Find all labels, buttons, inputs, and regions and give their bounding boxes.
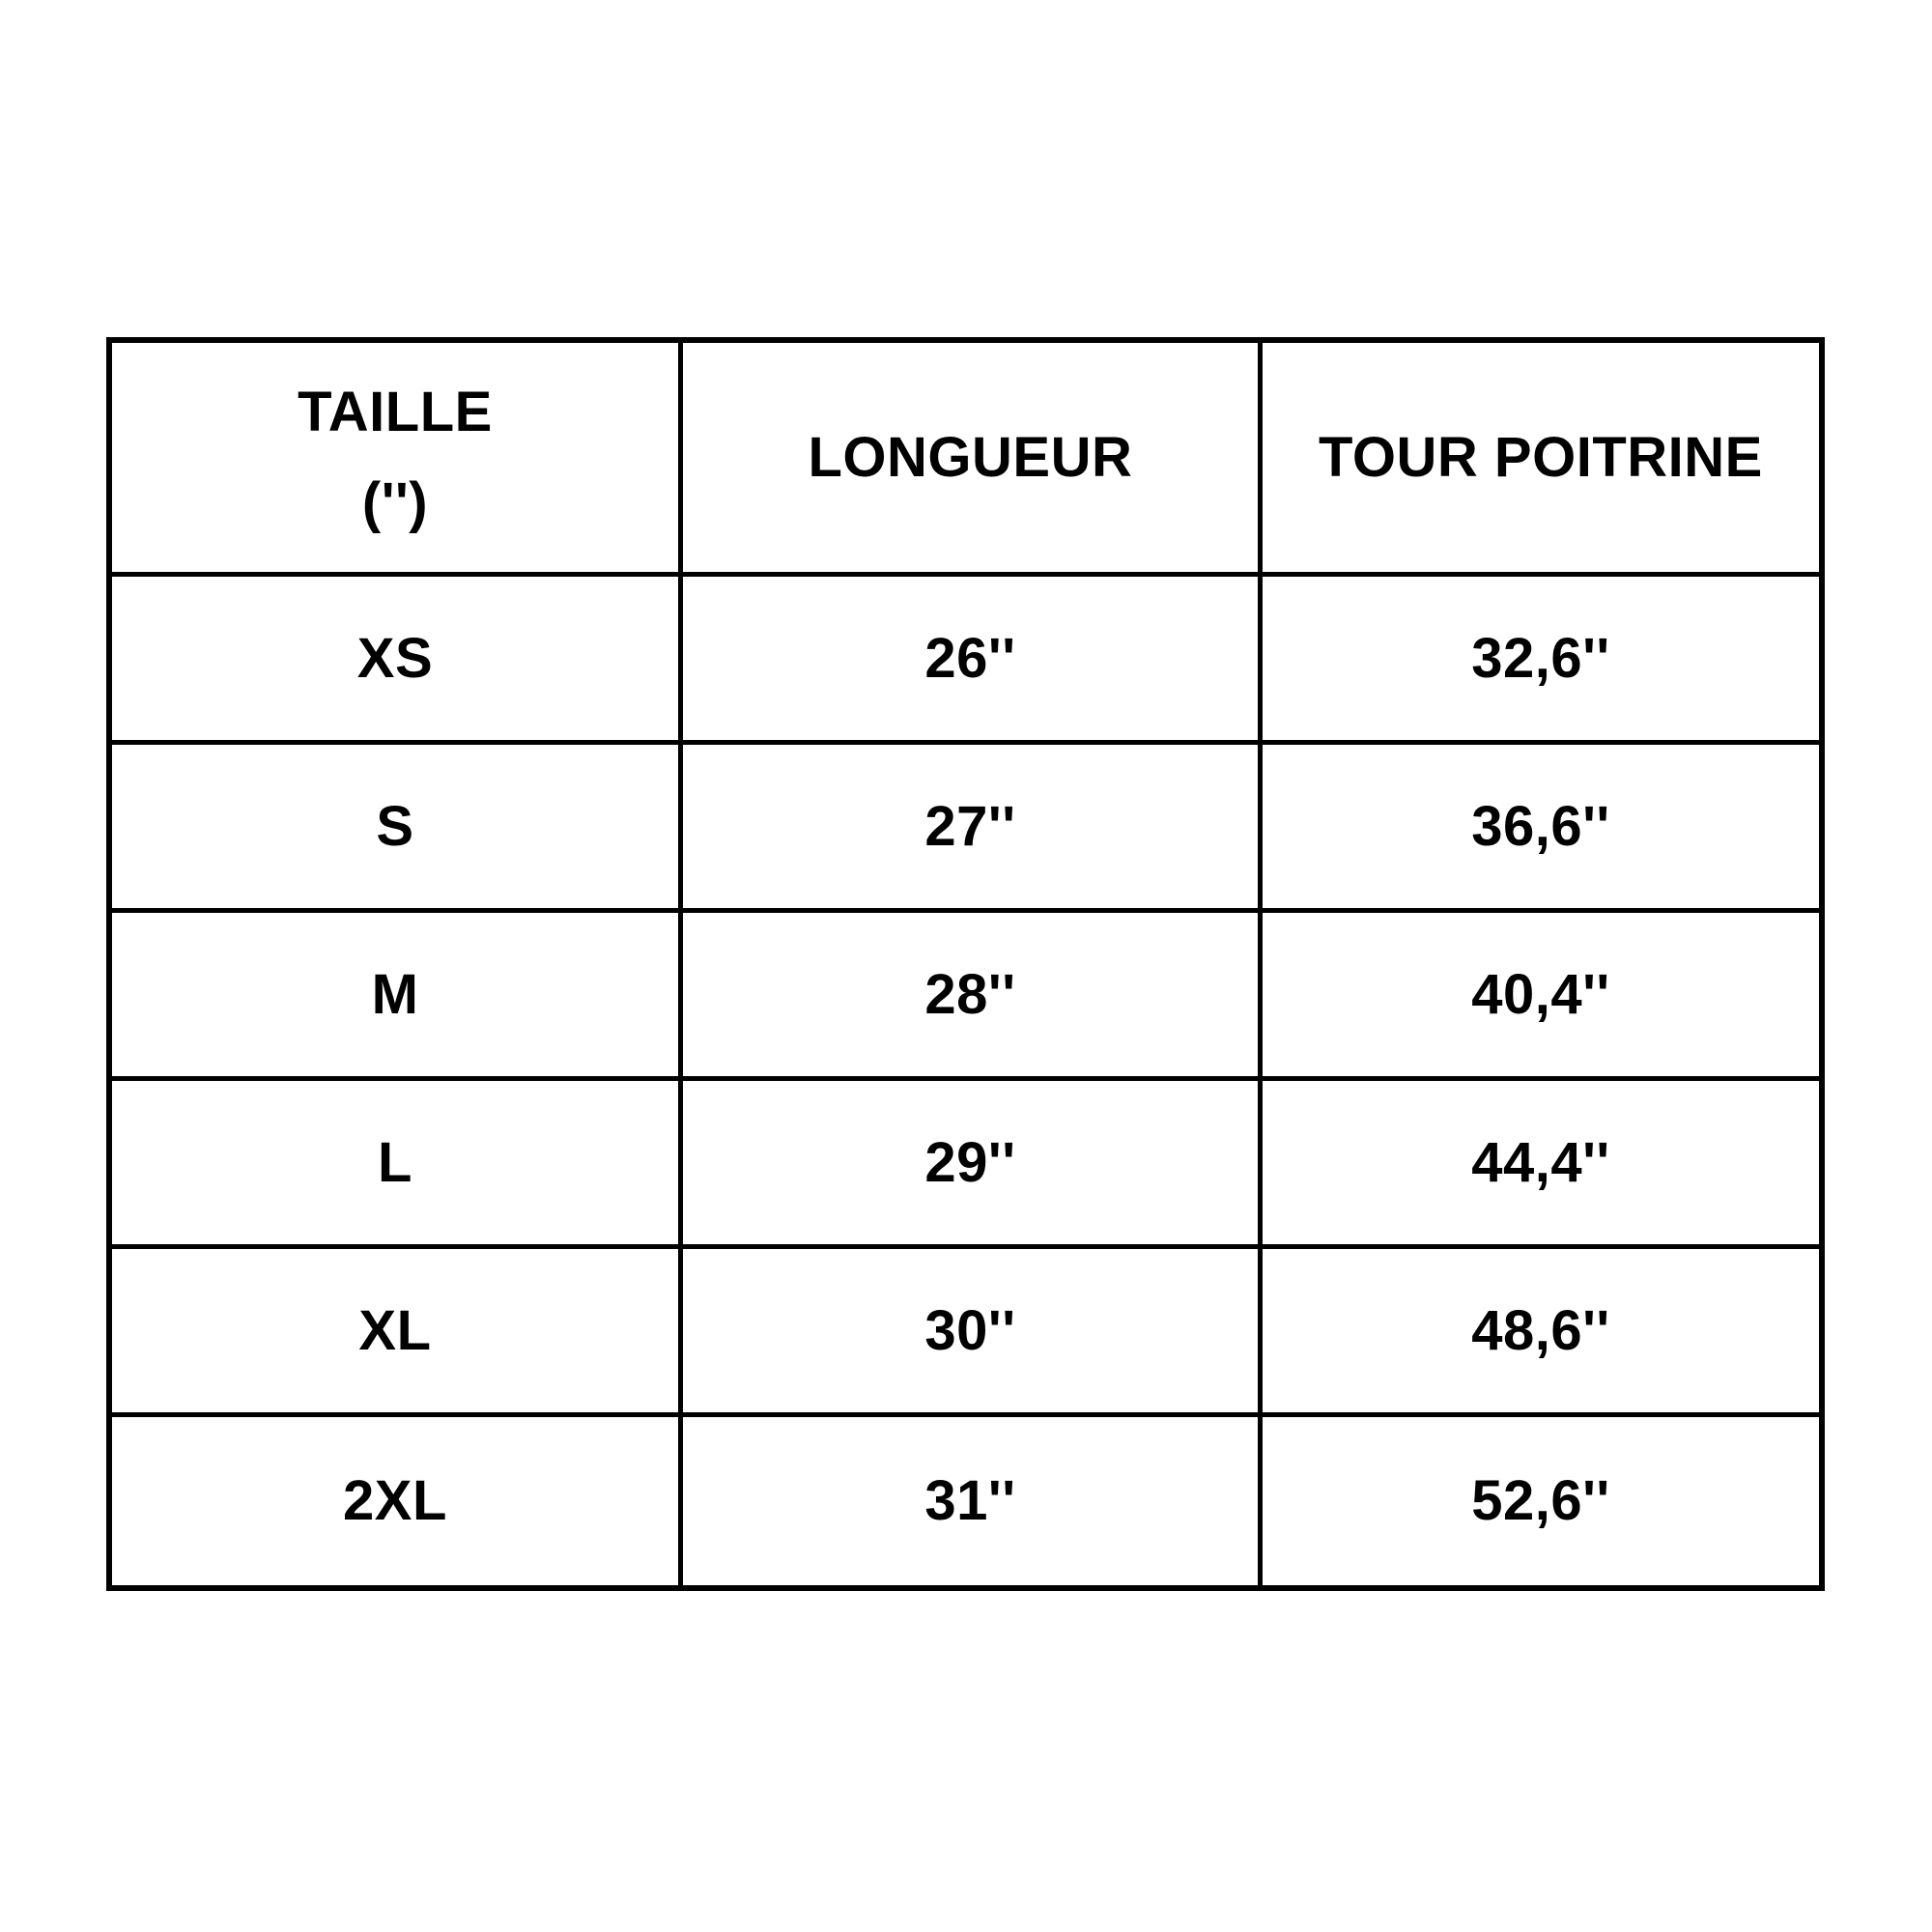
chest-cell-m: 40,4'' (1263, 913, 1819, 1081)
size-cell-xs: XS (112, 577, 683, 745)
header-tour-poitrine-label: TOUR POITRINE (1319, 425, 1763, 489)
length-cell-m: 28'' (683, 913, 1263, 1081)
header-taille-label: TAILLE (298, 380, 493, 443)
size-cell-s: S (112, 745, 683, 913)
size-chart-table (106, 337, 1825, 1591)
chest-cell-l: 44,4'' (1263, 1081, 1819, 1249)
header-cell-tour-poitrine (1263, 343, 1819, 577)
size-cell-m: M (112, 913, 683, 1081)
size-cell-2xl: 2XL (112, 1417, 683, 1585)
length-cell-s: 27'' (683, 745, 1263, 913)
header-cell-taille (112, 343, 683, 577)
chest-cell-s: 36,6'' (1263, 745, 1819, 913)
chest-cell-2xl: 52,6'' (1471, 1469, 1610, 1533)
size-cell-l: L (112, 1081, 683, 1249)
header-longueur-label: LONGUEUR (808, 425, 1133, 489)
length-cell-2xl: 31'' (683, 1417, 1263, 1585)
chest-cell-xl: 48,6'' (1263, 1249, 1819, 1417)
chest-cell-xs: 32,6'' (1263, 577, 1819, 745)
length-cell-l: 29'' (683, 1081, 1263, 1249)
length-cell-xl: 30'' (683, 1249, 1263, 1417)
size-cell-xl: XL (112, 1249, 683, 1417)
header-cell-longueur (683, 343, 1263, 577)
header-taille-unit: ('') (361, 470, 429, 534)
length-cell-xs: 26'' (683, 577, 1263, 745)
